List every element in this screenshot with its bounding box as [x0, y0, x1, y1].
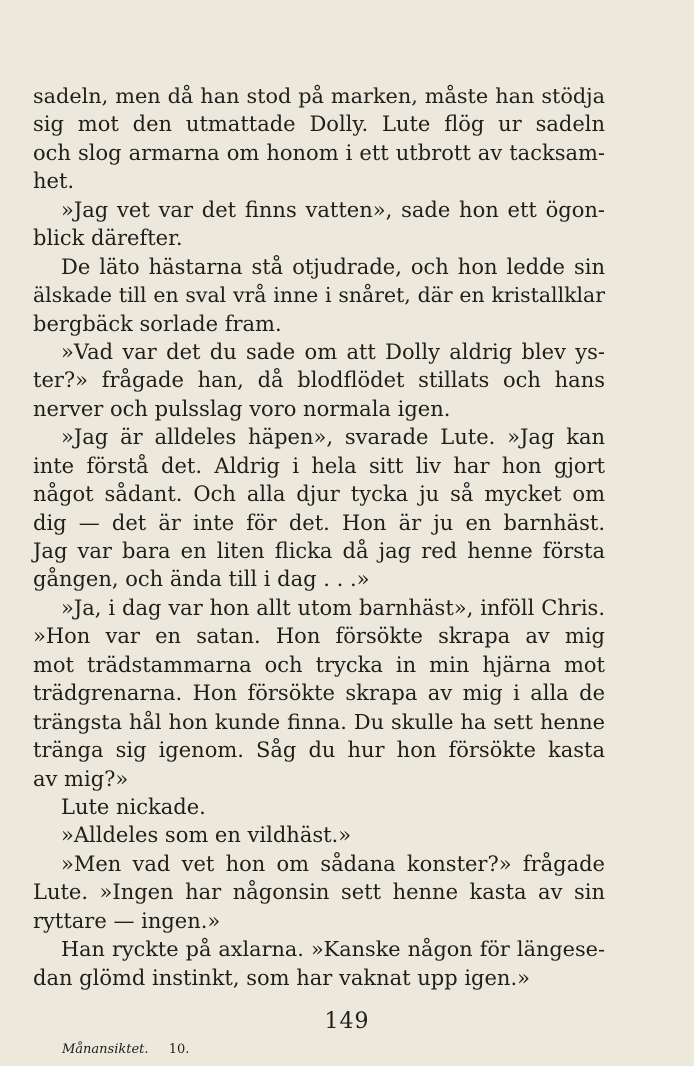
text-line: gången, och ända till i dag . . .»: [33, 567, 370, 592]
text-line: »Ja, i dag var hon allt utom barnhäst», inföll Chris.: [61, 595, 605, 620]
text-line: bergbäck sorlade fram.: [33, 311, 282, 336]
text-line: trädgrenarna. Hon försökte skrapa av mig i alla de: [33, 681, 605, 706]
text-line: ryttare — ingen.»: [33, 908, 221, 933]
text-line: ter?» frågade han, då blodflödet stillats och hans: [33, 368, 605, 393]
text-line: »Men vad vet hon om sådana konster?» frågade: [61, 851, 605, 876]
text-line: älskade till en sval vrå inne i snåret, där en kristallklar: [33, 283, 605, 308]
printer-signature: [62, 1041, 189, 1059]
text-line: av mig?»: [33, 766, 129, 791]
text-line: något sådant. Och alla djur tycka ju så mycket om: [33, 482, 605, 507]
text-line: dan glömd instinkt, som har vaknat upp igen.»: [33, 965, 530, 990]
text-line: mot trädstammarna och trycka in min hjärna mot: [33, 652, 605, 677]
text-line: het.: [33, 169, 75, 194]
text-line: »Alldeles som en vildhäst.»: [61, 823, 352, 848]
text-line: och slog armarna om honom i ett utbrott av tacksam-: [33, 140, 605, 165]
text-line: »Vad var det du sade om att Dolly aldrig blev ys-: [61, 339, 605, 364]
text-line: De läto hästarna stå otjudrade, och hon ledde sin: [61, 254, 605, 279]
text-line: Lute nickade.: [61, 794, 206, 819]
text-line: trängsta hål hon kunde finna. Du skulle ha sett henne: [33, 709, 605, 734]
text-line: »Jag vet var det finns vatten», sade hon ett ögon-: [61, 197, 605, 222]
text-line: sadeln, men då han stod på marken, måste han stödja: [33, 84, 605, 108]
text-line: Jag var bara en liten flicka då jag red henne första: [33, 539, 605, 563]
text-line: »Hon var en satan. Hon försökte skrapa av mig: [33, 624, 605, 649]
text-line: »Jag är alldeles häpen», svarade Lute. »Jag kan: [61, 425, 605, 450]
text-line: sig mot den utmattade Dolly. Lute flög ur sadeln: [33, 112, 605, 137]
page-number: 149: [324, 1009, 370, 1034]
text-line: inte förstå det. Aldrig i hela sitt liv har hon gjort: [33, 453, 605, 478]
text-line: dig — det är inte för det. Hon är ju en barnhäst.: [33, 510, 605, 535]
body-text: [33, 82, 605, 992]
text-line: Han ryckte på axlarna. »Kanske någon för längese-: [61, 937, 605, 962]
signature-title: Månansiktet.: [62, 1042, 149, 1057]
text-line: Lute. »Ingen har någonsin sett henne kasta av sin: [33, 880, 605, 905]
text-line: nerver och pulsslag voro normala igen.: [33, 396, 451, 421]
text-line: tränga sig igenom. Såg du hur hon försökte kasta: [33, 738, 605, 763]
text-line: blick därefter.: [33, 226, 183, 251]
signature-number: 10.: [168, 1042, 190, 1057]
